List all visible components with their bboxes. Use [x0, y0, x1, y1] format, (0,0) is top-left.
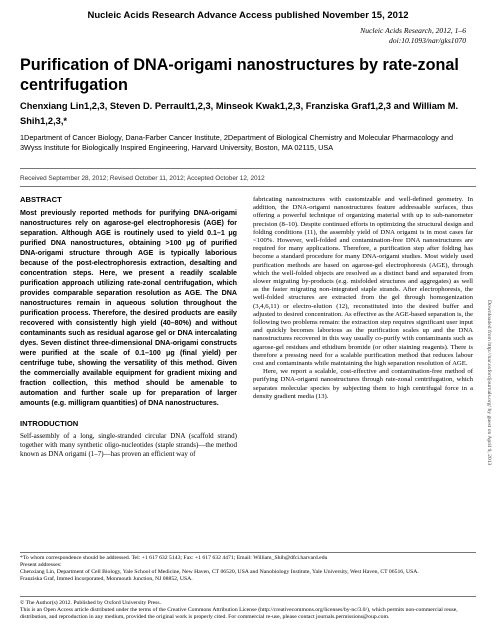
- footnotes: [20, 555, 476, 583]
- citation-line: Nucleic Acids Research, 2012, 1–6: [360, 26, 466, 35]
- affiliations: 1Department of Cancer Biology, Dana-Farber Cancer Institute, 2Department of Biological Chemistry and Molecular Pharmacology and 3Wyss Institute for Biologically Inspired Engineering, Harvard University, Boston, MA 02115, USA: [20, 133, 454, 152]
- graf-address: Franziska Graf, Immed Incorporated, Monmouth Junction, NJ 08852, USA.: [20, 576, 193, 582]
- journal-citation: [360, 26, 466, 46]
- license-block: [20, 600, 476, 621]
- download-note: Downloaded from http://nar.oxfordjournals.org/ by guest on April 9, 2013: [486, 300, 492, 466]
- advance-access-banner: Nucleic Acids Research Advance Access published November 15, 2012: [87, 10, 409, 21]
- footnote-divider: [20, 552, 476, 553]
- paper-title: Purification of DNA-origami nanostructures by rate-zonal centrifugation: [20, 56, 459, 94]
- received-dates: Received September 28, 2012; Revised October 11, 2012; Accepted October 12, 2012: [20, 175, 265, 182]
- introduction-text: Self-assembly of a long, single-stranded circular DNA (scaffold strand) together with many synthetic oligo-nucleotides (staple strands)—the method known as DNA origami (1–7)—has proven an efficient way of: [20, 432, 237, 458]
- paragraph: fabricating nanostructures with customizable and well-defined geometry. In addition, the DNA-origami nanostructures feature addressable surfaces, thus offering a powerful technique of organizing material with up to sub-nanometer precision (8–10). Despite continued efforts in optimizing the structural design and folding conditions (11), the assembly yield of DNA origami is in most cases far <100%. However, well-folded and contamination-free DNA nanostructures are required for many applications. Therefore, a purification step after folding has become a standard procedure for many DNA-origami studies. Most widely used purification methods are based on agarose-gel electrophoresis (AGE), through which the well-folded objects are resolved as a distinct band and separated from slower migrating by-products (e.g. misfolded structures and aggregates) as well as the faster migrating non-integrated staple strands. After electrophoresis, the well-folded structures are extracted from the gel through homogenization (3,4,6,11) or electro-elution (12), reconstituted into the desired buffer and adjusted to desired concentration. As effective as the AGE-based separation is, the following two problems remain: the extraction step requires significant user input and quickly becomes laborious as the purification scales up and the DNA nanostructures recovered in this way usually co-purify with contaminants such as agarose-gel residues and ethidium bromide (or other staining reagents). There is therefore a pressing need for a scalable purification method that reduces labour cost and contaminants while maintaining the high separation resolution of AGE.: [253, 196, 473, 368]
- right-column: [253, 196, 473, 401]
- abstract-text: Most previously reported methods for purifying DNA-origami nanostructures rely on agarose-gel electrophoresis (AGE) for separation. Although AGE is routinely used to yield 0.1–1 μg purified DNA nanostructures, obtaining >100 μg of purified DNA-origami structure through AGE is typically laborious because of the post-electrophoresis extraction, desalting and concentration steps. Here, we present a readily scalable purification approach utilizing rate-zonal centrifugation, which provides comparable separation resolution as AGE. The DNA nanostructures remain in aqueous solution throughout the purification process. Therefore, the desired products are easily recovered with consistently high yield (40–80%) and without contaminants such as residual agarose gel or DNA intercalating dyes. Seven distinct three-dimensional DNA-origami constructs were purified at the scale of 0.1–100 μg (final yield) per centrifuge tube, showing the versatility of this method. Given the commercially available equipment for gradient mixing and fraction collection, this method should be amenable to automation and further scale up for preparation of larger amounts (e.g. milligram quantities) of DNA nanostructures.: [20, 209, 237, 408]
- author-list: Chenxiang Lin1,2,3, Steven D. Perrault1,2,3, Minseok Kwak1,2,3, Franziska Graf1,2,3 and William M. Shih1,2,3,*: [20, 101, 459, 126]
- paragraph: Here, we report a scalable, cost-effective and contamination-free method of purifying DNA-origami nanostructures through rate-zonal centrifugation, which separates molecular species by subjecting them to high centrifugal force in a density gradient media (13).: [253, 368, 473, 400]
- correspondence-note: *To whom correspondence should be addressed. Tel: +1 617 632 5143; Fax: +1 617 632 4471; Email: William_Shih@dfci.harvard.edu: [20, 555, 328, 561]
- copyright-line: © The Author(s) 2012. Published by Oxford University Press.: [20, 600, 162, 606]
- received-divider: [20, 186, 476, 187]
- license-text: This is an Open Access article distributed under the terms of the Creative Commons Attribution License (http://creativecommons.org/licenses/by-nc/3.0/), which permits non-commercial reuse, distribution, and reproduction in any medium, provided the original work is properly cited. For commercial re-use, please contact journals.permissions@oup.com.: [20, 607, 458, 620]
- header-divider: [20, 168, 476, 169]
- abstract-section: [20, 196, 237, 458]
- introduction-heading: INTRODUCTION: [20, 419, 79, 429]
- lin-address: Chenxiang Lin, Department of Cell Biology, Yale School of Medicine, New Haven, CT 06520, USA and Nanobiology Institute, Yale University, West Haven, CT 06516, USA.: [20, 569, 419, 575]
- license-divider: [20, 596, 476, 597]
- present-addresses-heading: Present addresses:: [20, 562, 62, 568]
- abstract-heading: ABSTRACT: [20, 195, 62, 204]
- download-sidebar: [484, 300, 494, 550]
- doi-line: doi:10.1093/nar/gks1070: [389, 36, 466, 45]
